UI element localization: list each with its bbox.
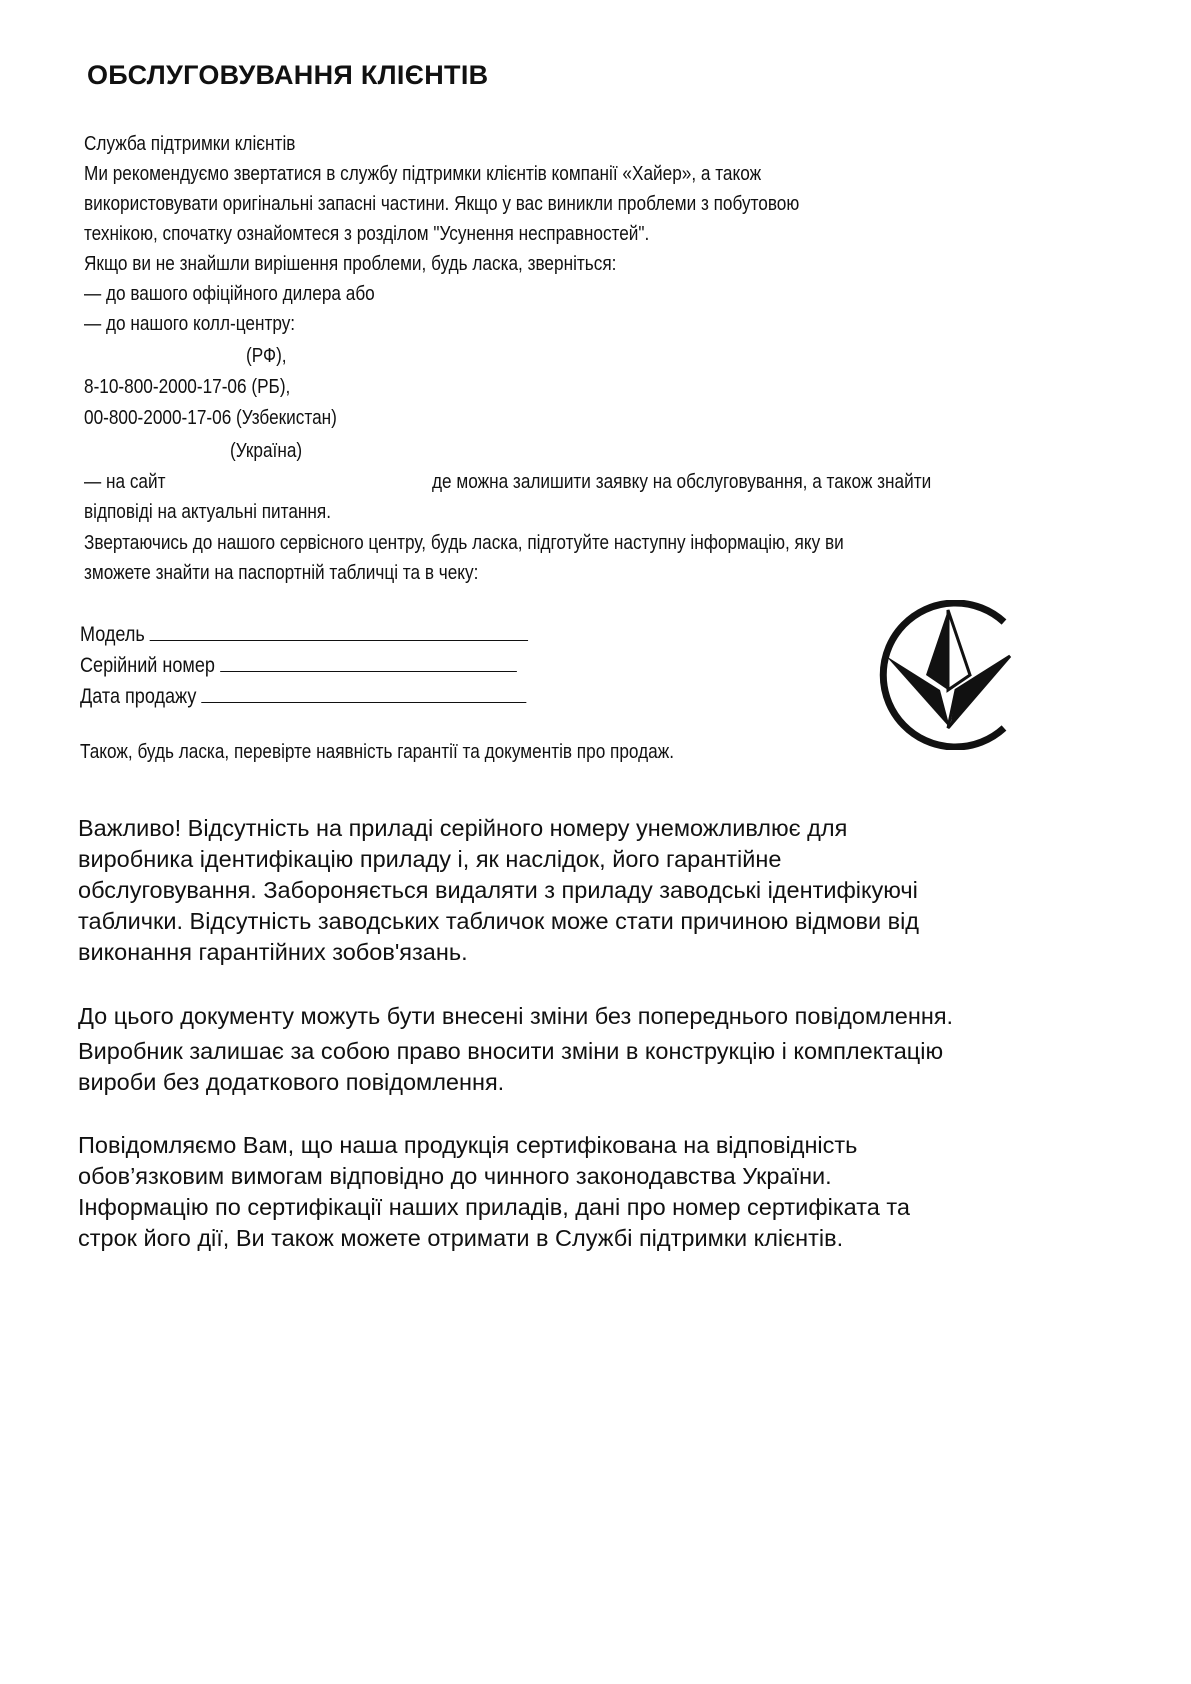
support-line: Ми рекомендуємо звертатися в службу підтримки клієнтів компанії «Хайер», а також [84, 163, 762, 185]
certification-notice [78, 1130, 1078, 1254]
support-heading: Служба підтримки клієнтів [84, 133, 296, 155]
important-notice [78, 813, 1078, 968]
model-blank [150, 620, 528, 641]
ukraine-conformity-mark-icon [866, 600, 1016, 750]
model-label: Модель [80, 623, 145, 646]
serial-field [80, 651, 517, 678]
support-line: використовувати оригінальні запасні частини. Якщо у вас виникли проблеми з побутовою [84, 193, 800, 215]
site-prefix: — на сайт [84, 471, 166, 493]
support-line: — до вашого офіційного дилера або [84, 283, 375, 305]
model-field [80, 620, 528, 647]
service-line: зможете знайти на паспортній табличці та в чеку: [84, 562, 479, 584]
support-line: технікою, спочатку ознайомтеся з розділом "Усунення несправностей". [84, 223, 650, 245]
service-line: Звертаючись до нашого сервісного центру, будь ласка, підготуйте наступну інформацію, яку ви [84, 532, 844, 554]
site-suffix: де можна залишити заявку на обслуговування, а також знайти [432, 471, 932, 493]
site-line2: відповіді на актуальні питання. [84, 501, 332, 523]
changes-line: вироби без додаткового повідомлення. [78, 1069, 505, 1095]
serial-label: Серійний номер [80, 654, 215, 677]
phone-uz: 00-800-2000-17-06 (Узбекистан) [84, 407, 337, 429]
date-field [80, 682, 527, 709]
check-warranty: Також, будь ласка, перевірте наявність гарантії та документів про продаж. [80, 741, 674, 763]
changes-line: До цього документу можуть бути внесені зміни без попереднього повідомлення. [78, 1003, 954, 1029]
date-label: Дата продажу [80, 685, 197, 708]
serial-blank [220, 651, 517, 672]
important-line: таблички. Відсутність заводських табличок може стати причиною відмови від [78, 908, 920, 934]
certification-line: строк його дії, Ви також можете отримати в Службі підтримки клієнтів. [78, 1225, 844, 1251]
changes-line: Виробник залишає за собою право вносити зміни в конструкцію і комплектацію [78, 1038, 944, 1064]
certification-line: Повідомляємо Вам, що наша продукція сертифікована на відповідність [78, 1132, 858, 1158]
support-line: — до нашого колл-центру: [84, 313, 296, 335]
important-line: обслуговування. Забороняється видаляти з приладу заводські ідентифікуючі [78, 877, 918, 903]
important-line: Важливо! Відсутність на приладі серійного номеру унеможливлює для [78, 815, 848, 841]
changes-notice [78, 1001, 1078, 1098]
support-line: Якщо ви не знайшли вирішення проблеми, будь ласка, зверніться: [84, 253, 617, 275]
phone-ua: (Україна) [230, 440, 303, 462]
phone-rb: 8-10-800-2000-17-06 (РБ), [84, 376, 291, 398]
important-line: виробника ідентифікацію приладу і, як наслідок, його гарантійне [78, 846, 782, 872]
date-blank [202, 682, 527, 703]
certification-line: Інформацію по сертифікації наших приладів, дані про номер сертифіката та [78, 1194, 910, 1220]
important-line: виконання гарантійних зобов'язань. [78, 939, 468, 965]
page-title: ОБСЛУГОВУВАННЯ КЛІЄНТІВ [87, 60, 489, 90]
certification-line: обов’язковим вимогам відповідно до чинного законодавства України. [78, 1163, 832, 1189]
phone-rf: (РФ), [246, 345, 287, 367]
